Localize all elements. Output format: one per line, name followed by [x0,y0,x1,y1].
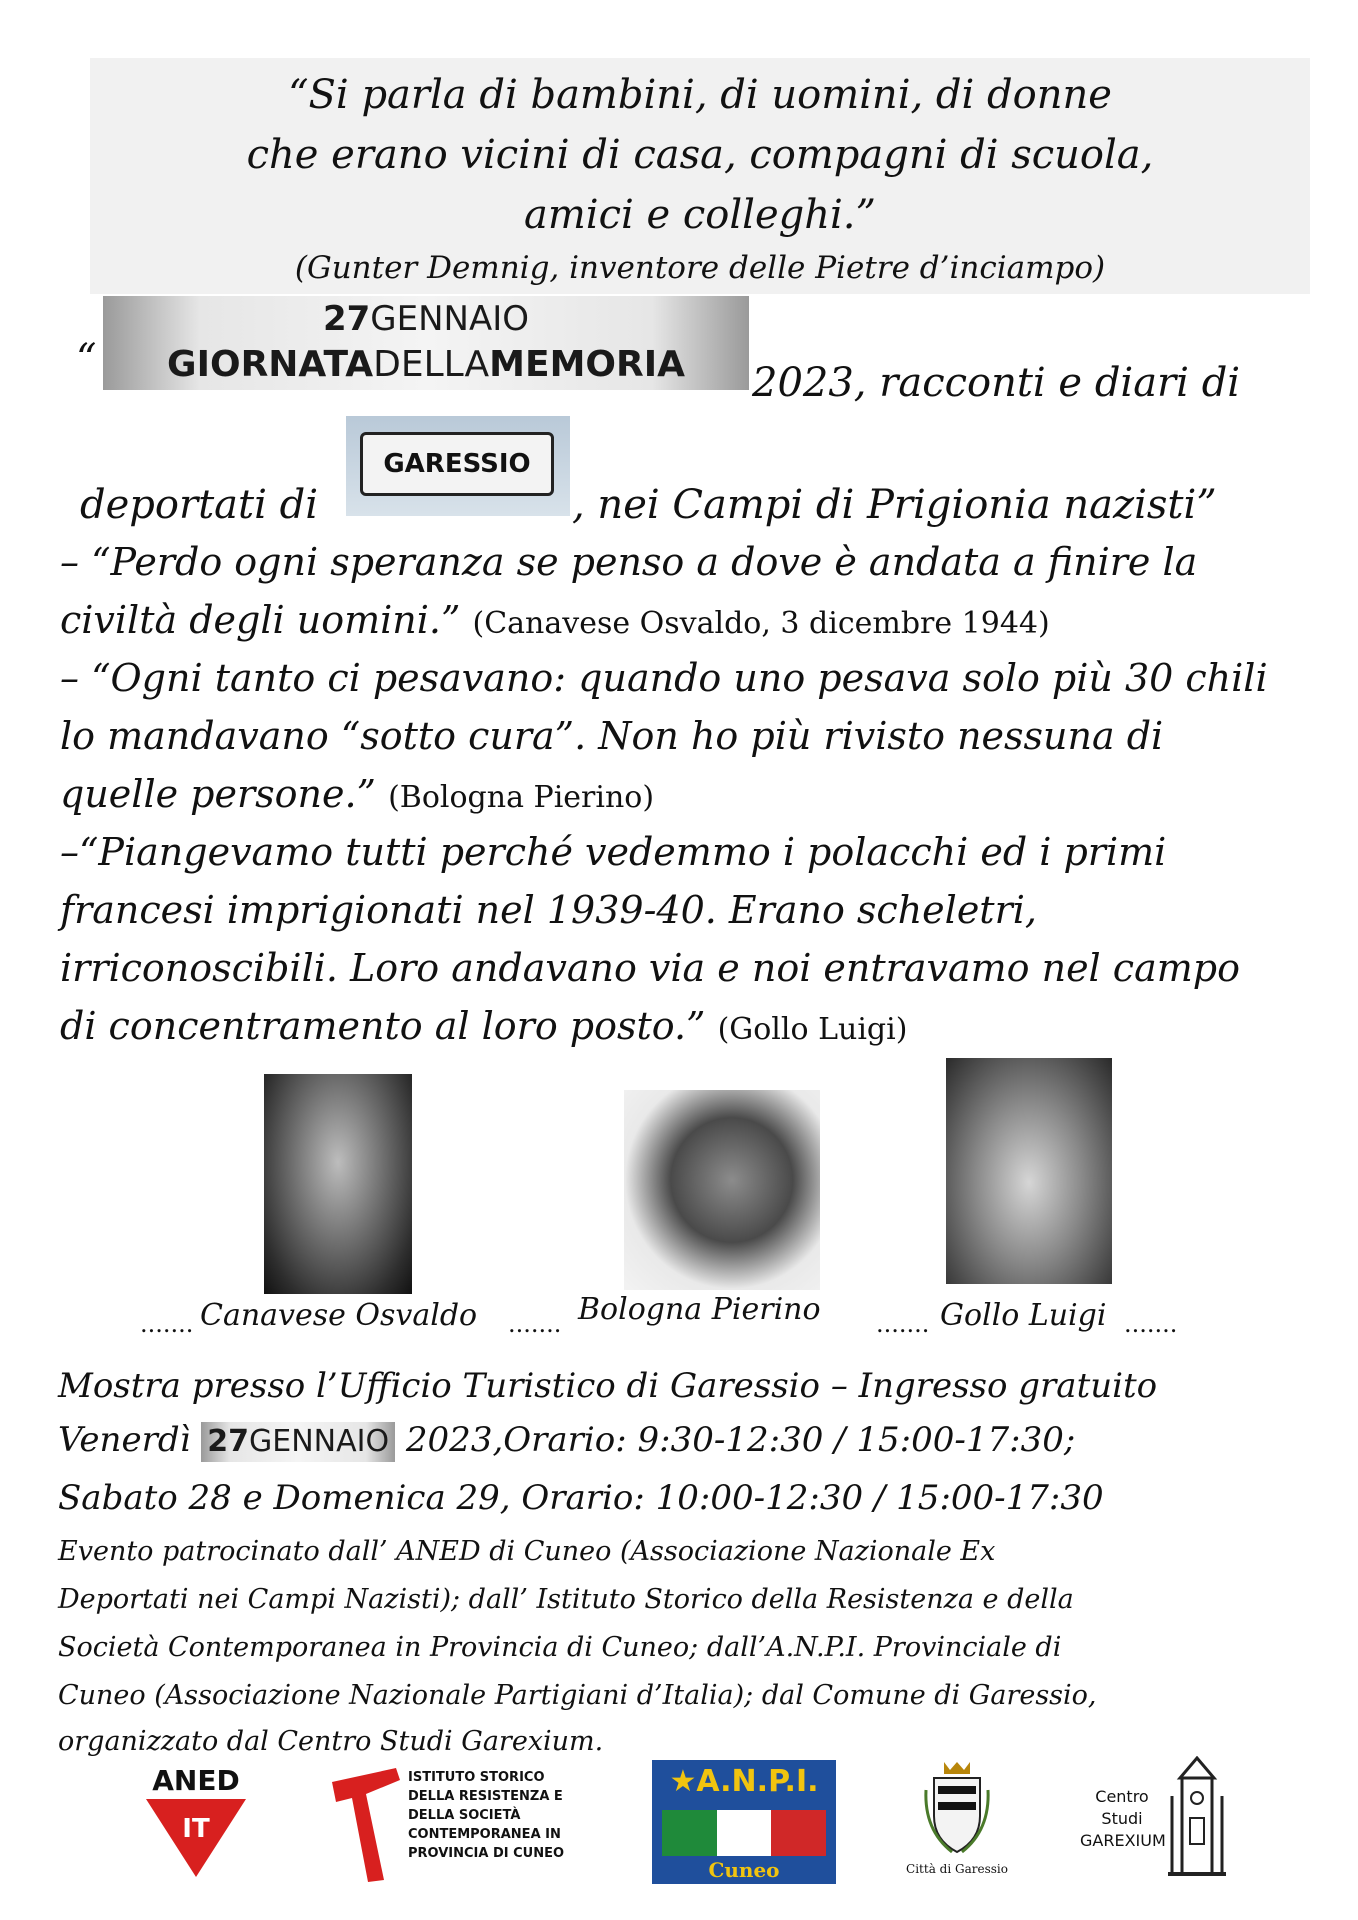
aned-title: ANED [152,1764,240,1797]
title-open-quote: “ [76,336,97,382]
testimony-1-attribution: (Canavese Osvaldo, 3 dicembre 1944) [472,606,1050,641]
istituto-line-2: DELLA RESISTENZA E [408,1789,563,1804]
testimony-3-attribution: (Gollo Luigi) [717,1012,908,1047]
anpi-title [652,1764,836,1799]
event-line-2 [58,1420,1075,1462]
istituto-line-4: CONTEMPORANEA IN [408,1827,561,1842]
garexium-line-1: Centro [1095,1787,1149,1806]
testimony-2-attribution: (Bologna Pierino) [388,780,655,815]
aned-badge: IT [182,1814,210,1844]
garexium-line-3: GAREXIUM [1080,1831,1166,1850]
aned-logo [138,1764,254,1880]
banner-top-word: GENNAIO [370,299,530,339]
istituto-line-3: DELLA SOCIETÀ [408,1808,521,1823]
banner-word-giornata: GIORNATA [167,344,374,385]
testimony-2-text: quelle persone.” [60,772,376,816]
event-hours-friday: 2023,Orario: 9:30-12:30 / 15:00-17:30; [405,1420,1076,1460]
testimony-2-line-2: lo mandavano “sotto cura”. Non ho più rivisto nessuna di [60,714,1164,758]
anpi-logo [652,1760,836,1884]
coat-of-arms-icon [922,1760,992,1856]
testimony-1-line-1: – “Perdo ogni speranza se penso a dove è andata a finire la [60,540,1198,584]
testimony-3-line-2: francesi imprigionati nel 1939-40. Erano scheletri, [60,888,1037,932]
title-line-1: 2023, racconti e diari di [752,360,1241,406]
caption-gollo-luigi: Gollo Luigi [940,1298,1107,1333]
event-day: Venerdì [58,1420,191,1460]
tower-icon [1164,1756,1230,1880]
istituto-mark-icon [326,1764,406,1884]
anpi-sub: Cuneo [708,1858,780,1882]
town-sign-photo [346,416,570,516]
banner-word-della: DELLA [373,344,490,385]
istituto-logo [326,1764,606,1884]
testimony-2-line-1: – “Ogni tanto ci pesavano: quando uno pesava solo più 30 chili [60,656,1268,700]
title-line-2-start: deportati di [80,482,318,528]
caption-dots-3: ....... [876,1310,930,1338]
testimony-1-line-2 [60,598,1050,642]
quote-line-1: “Si parla di bambini, di uomini, di donne [288,72,1112,118]
istituto-line-1: ISTITUTO STORICO [408,1770,545,1785]
sponsor-line-1: Evento patrocinato dall’ ANED di Cuneo (Associazione Nazionale Ex [58,1536,996,1567]
garexium-line-2: Studi [1101,1809,1143,1828]
garexium-text [1080,1786,1164,1852]
event-line-3: Sabato 28 e Domenica 29, Orario: 10:00-12:30 / 15:00-17:30 [58,1478,1104,1518]
event-date-number: 27 [207,1424,250,1459]
testimony-3-line-3: irriconoscibili. Loro andavano via e noi entravamo nel campo [60,946,1240,990]
testimony-3-line-1: –“Piangevamo tutti perché vedemmo i polacchi ed i primi [60,830,1167,874]
anpi-star-icon: ★ [669,1764,697,1799]
testimony-2-line-3 [60,772,654,816]
event-line-1: Mostra presso l’Ufficio Turistico di Garessio – Ingresso gratuito [58,1366,1158,1406]
photo-gollo-luigi [946,1058,1112,1284]
testimony-3-line-4 [60,1004,907,1048]
banner-top-number: 27 [322,299,371,339]
anpi-title-text: A.N.P.I. [696,1764,819,1799]
testimony-1-text: civiltà degli uomini.” [60,598,461,642]
photo-bologna-pierino [624,1090,820,1290]
caption-canavese-osvaldo: Canavese Osvaldo [200,1298,478,1333]
comune-logo [902,1760,1012,1886]
sponsor-line-3: Società Contemporanea in Provincia di Cuneo; dall’A.N.P.I. Provinciale di [58,1632,1062,1663]
quote-line-2: che erano vicini di casa, compagni di scuola, [246,132,1154,178]
sponsor-line-4: Cuneo (Associazione Nazionale Partigiani d’Italia); dal Comune di Garessio, [58,1680,1097,1711]
testimony-3-text: di concentramento al loro posto.” [60,1004,706,1048]
caption-dots-4: ....... [1124,1310,1178,1338]
comune-caption: Città di Garessio [906,1862,1008,1876]
quote-line-3: amici e colleghi.” [524,192,876,238]
quote-attribution: (Gunter Demnig, inventore delle Pietre d’inciampo) [294,250,1106,286]
caption-bologna-pierino: Bologna Pierino [578,1292,821,1327]
istituto-text [408,1768,564,1863]
event-date-word: GENNAIO [249,1424,390,1459]
town-sign: GARESSIO [360,432,554,496]
sponsor-line-5: organizzato dal Centro Studi Garexium. [58,1726,604,1757]
caption-dots-1: ....... [140,1310,194,1338]
sponsor-line-2: Deportati nei Campi Nazisti); dall’ Istituto Storico della Resistenza e della [58,1584,1074,1615]
memory-day-banner [103,296,749,390]
title-line-2-end: , nei Campi di Prigionia nazisti” [572,482,1217,528]
event-date-banner [201,1422,395,1462]
istituto-line-5: PROVINCIA DI CUNEO [408,1846,565,1861]
photo-canavese-osvaldo [264,1074,412,1294]
garexium-logo [1080,1756,1230,1884]
anpi-flag [662,1810,826,1856]
caption-dots-2: ....... [508,1310,562,1338]
banner-word-memoria: MEMORIA [489,344,685,385]
